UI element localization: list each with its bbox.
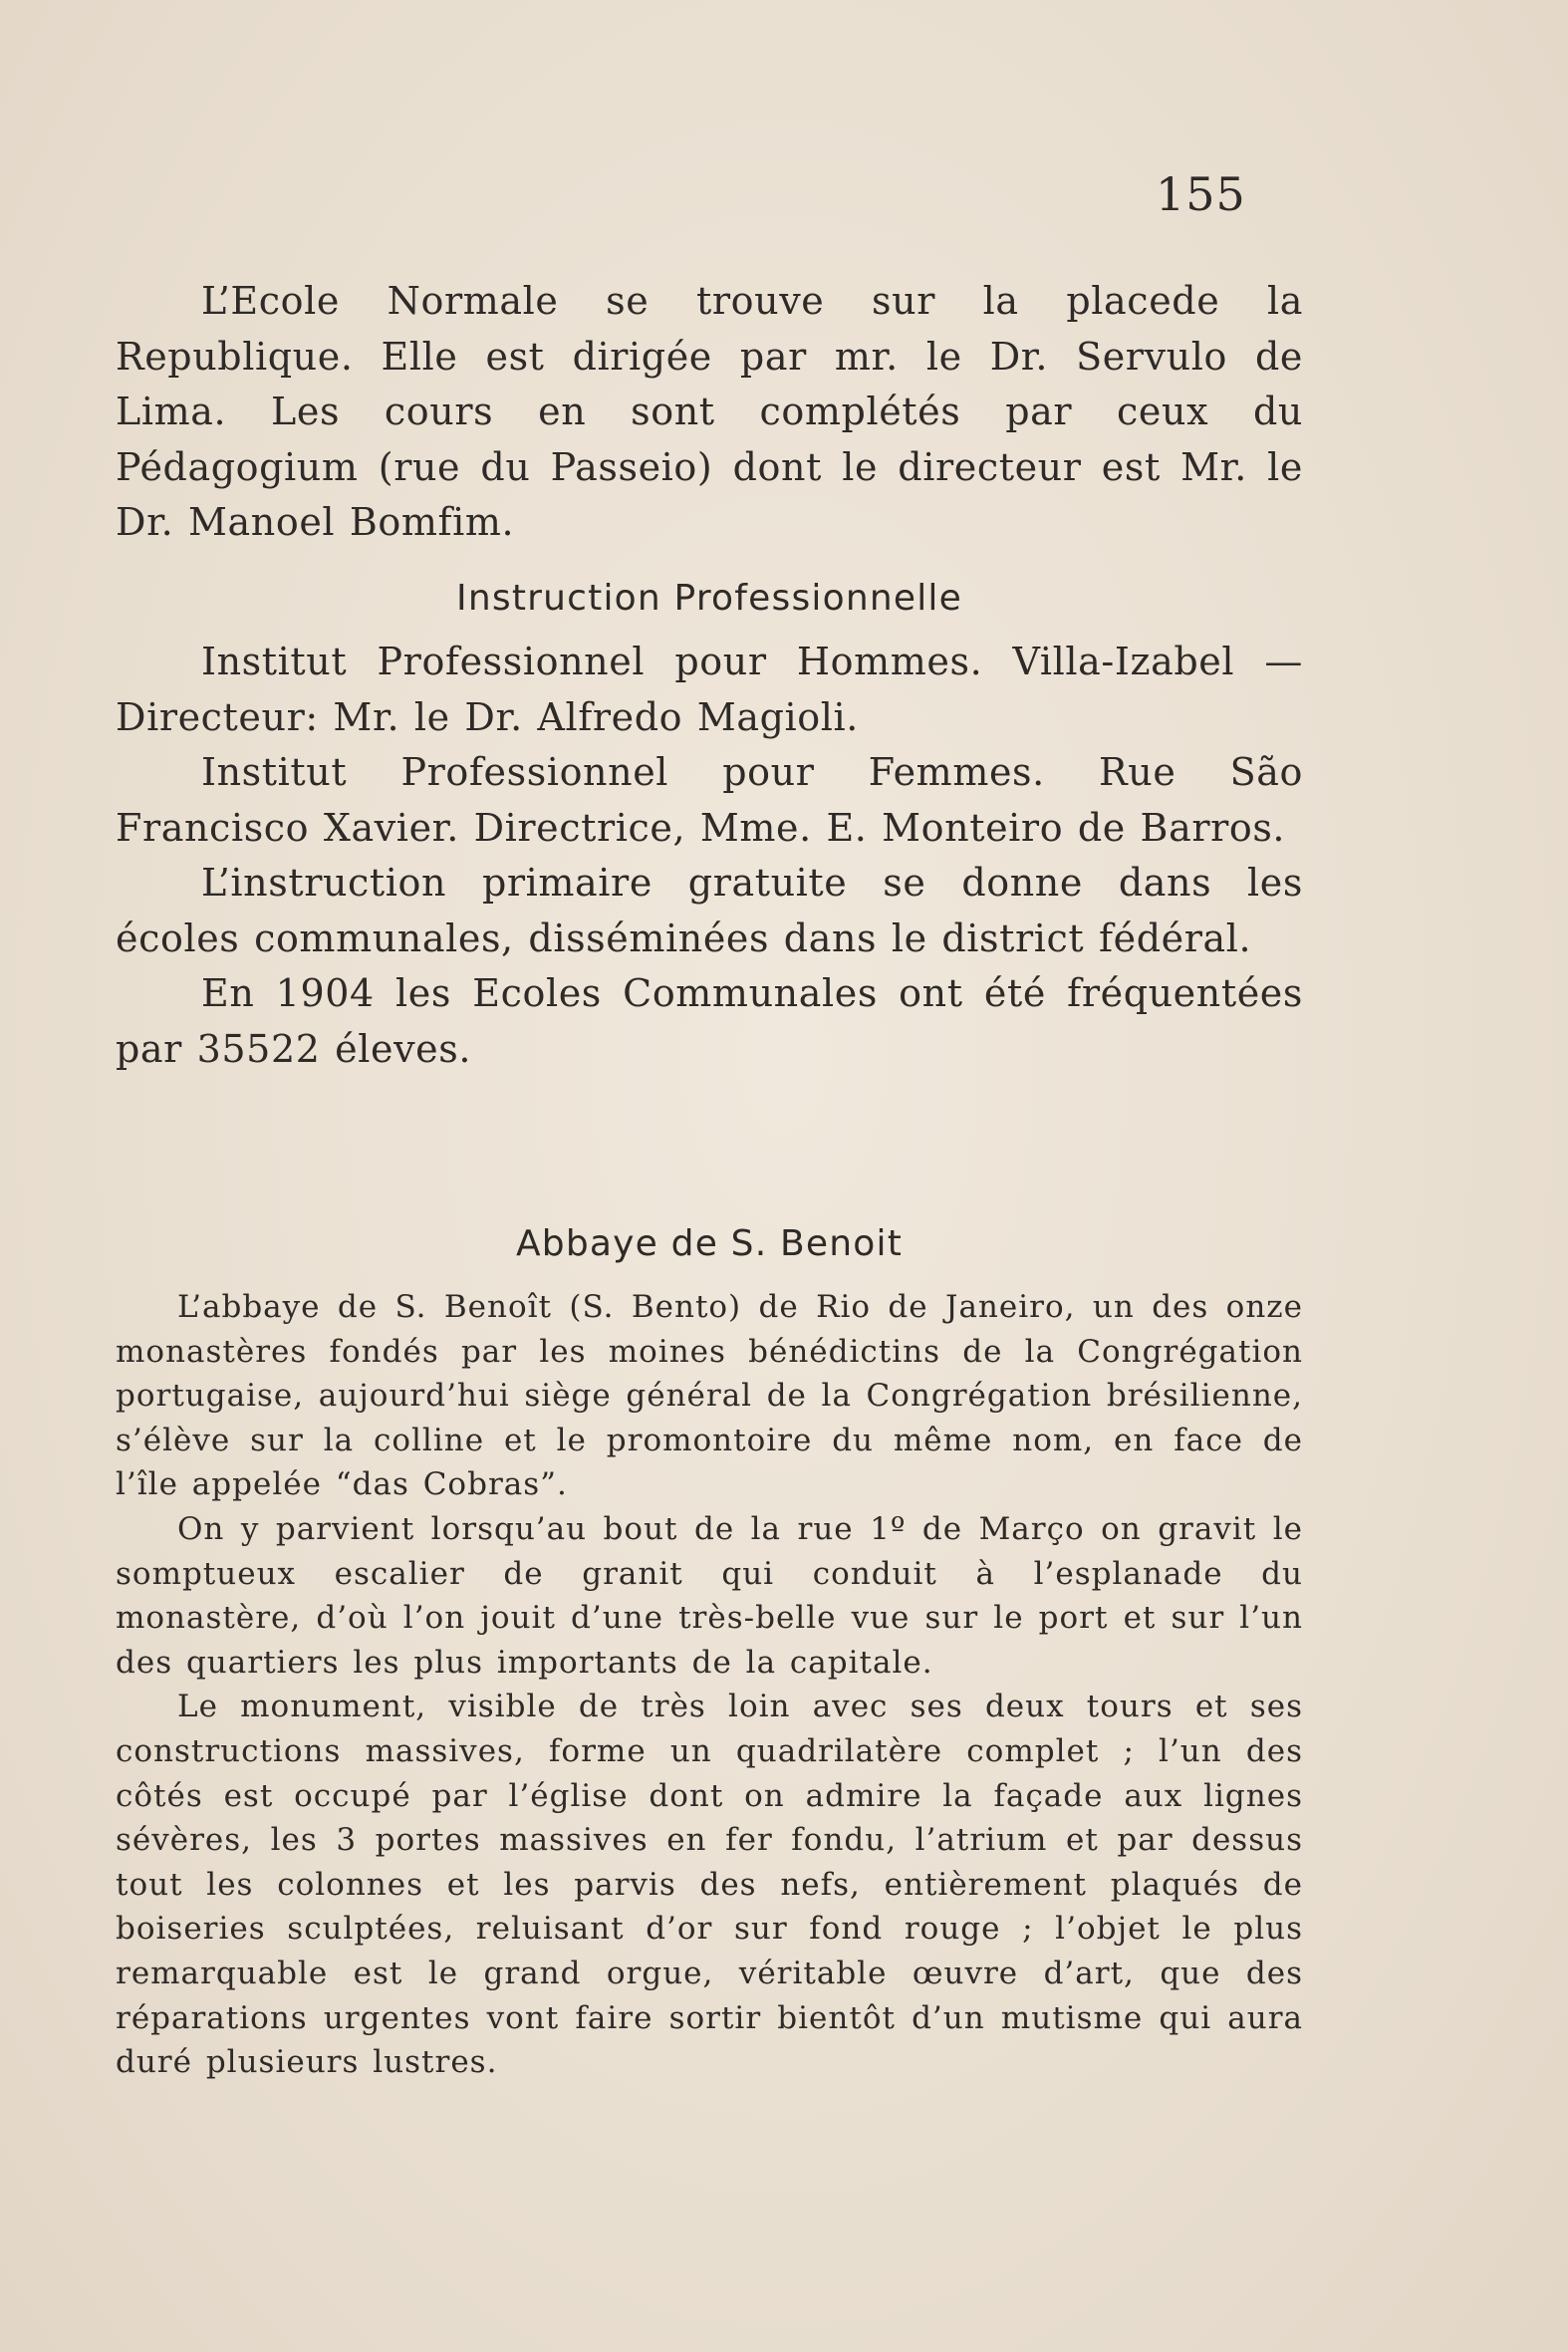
abbaye-heading-block [116,1223,1303,1264]
abbaye-section [116,1285,1303,2085]
paragraph-ecole-normale: L’Ecole Normale se trouve sur la placede la Republique. Elle est dirigée par mr. le Dr. Servulo de Lima. Les cours en sont complétés par ceux du Pédagogium (rue du Passeio) dont le directeur est Mr. le Dr. Manoel Bomfim. [116,279,1303,544]
page-number: 155 [1156,167,1246,221]
paragraph-instruction-primaire: L’instruction primaire gratuite se donne dans les écoles communales, disséminées dans le district fédéral. [116,861,1303,960]
heading-instruction-professionnelle: Instruction Professionnelle [456,578,962,619]
paragraph-abbaye-monument: Le monument, visible de très loin avec ses deux tours et ses constructions massives, forme un quadrilatère complet ; l’un des côtés est occupé par l’église dont on admire la façade aux lignes sévères, les 3 portes massives en fer fondu, l’atrium et par dessus tout les colonnes et les parvis des nefs, entièrement plaqués de boiseries sculptées, reluisant d’or sur fond rouge ; l’objet le plus remarquable est le grand orgue, véritable œuvre d’art, que des réparations urgentes vont faire sortir bientôt d’un mutisme qui aura duré plusieurs lustres. [116,1689,1303,2081]
heading-abbaye-de-s-benoit: Abbaye de S. Benoit [515,1223,904,1264]
paragraph-abbaye-access: On y parvient lorsqu’au bout de la rue 1º de Março on gravit le somptueux escalier de granit qui conduit à l’esplanade du monastère, d’où l’on jouit d’une très-belle vue sur le port et sur l’un des quartiers les plus importants de la capitale. [116,1510,1303,1681]
paragraph-abbaye-history: L’abbaye de S. Benoît (S. Bento) de Rio de Janeiro, un des onze monastères fondés par les moines bénédictins de la Congrégation portugaise, aujourd’hui siège général de la Congrégation brésilienne, s’élève sur la colline et le promontoire du même nom, en face de l’île appelée “das Cobras”. [116,1289,1303,1503]
paragraph-institut-femmes: Institut Professionnel pour Femmes. Rue São Francisco Xavier. Directrice, Mme. E. Monteiro de Barros. [116,750,1303,850]
paragraph-institut-hommes: Institut Professionnel pour Hommes. Villa-Izabel —Directeur: Mr. le Dr. Alfredo Magioli. [116,640,1303,739]
intro-paragraph-block [116,274,1303,551]
paragraph-ecoles-communales: En 1904 les Ecoles Communales ont été fréquentées par 35522 éleves. [116,971,1303,1071]
section-heading-block [116,578,1303,619]
instruction-section [116,635,1303,1077]
